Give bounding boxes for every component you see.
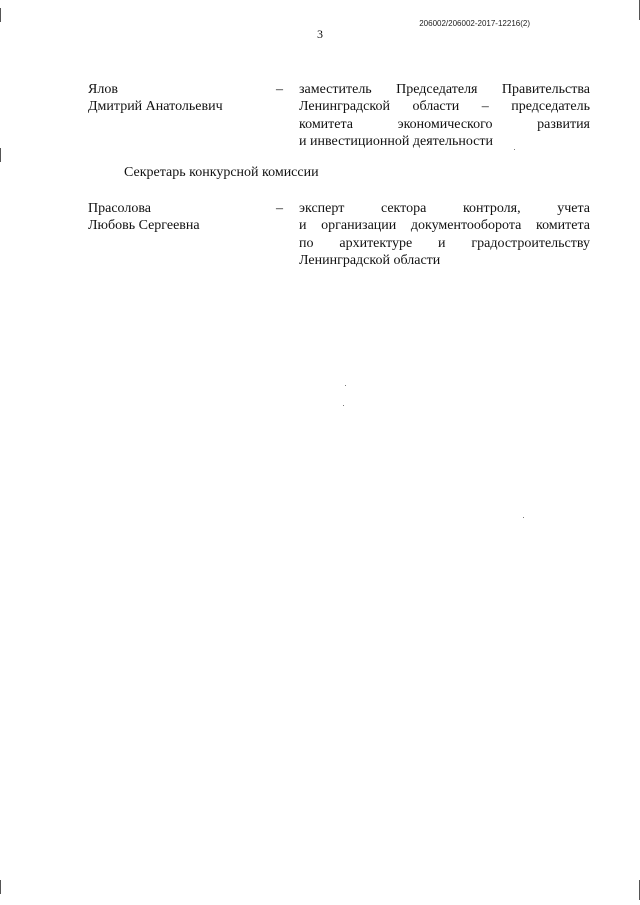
- scan-edge-mark: [0, 148, 1, 162]
- member-name: [88, 200, 268, 235]
- scan-speck: [514, 149, 515, 150]
- member-position: эксперт сектора контроля, учета и организации документооборота комитета по архитектуре и градостроительству Ленинградской области: [299, 201, 590, 269]
- member-surname: Ялов: [88, 82, 118, 97]
- member-position: заместитель Председателя Правительства Ленинградской области – председатель комитета экономического развития и инвестиционной деятельности: [299, 82, 590, 150]
- member-name: [88, 81, 268, 116]
- member-given-names: Любовь Сергеевна: [88, 218, 200, 234]
- member-surname: Прасолова: [88, 201, 151, 216]
- dash: –: [276, 82, 283, 97]
- section-heading: Секретарь конкурсной комиссии: [124, 165, 319, 180]
- document-id: 206002/206002-2017-12216(2): [419, 19, 530, 28]
- scan-edge-mark: [0, 880, 1, 894]
- scan-speck: [345, 385, 346, 386]
- scan-speck: [523, 517, 524, 518]
- scan-speck: [343, 405, 344, 406]
- scan-edge-mark: [0, 8, 1, 22]
- dash: –: [276, 201, 283, 216]
- member-given-names: Дмитрий Анатольевич: [88, 99, 223, 115]
- page-number: 3: [317, 27, 323, 41]
